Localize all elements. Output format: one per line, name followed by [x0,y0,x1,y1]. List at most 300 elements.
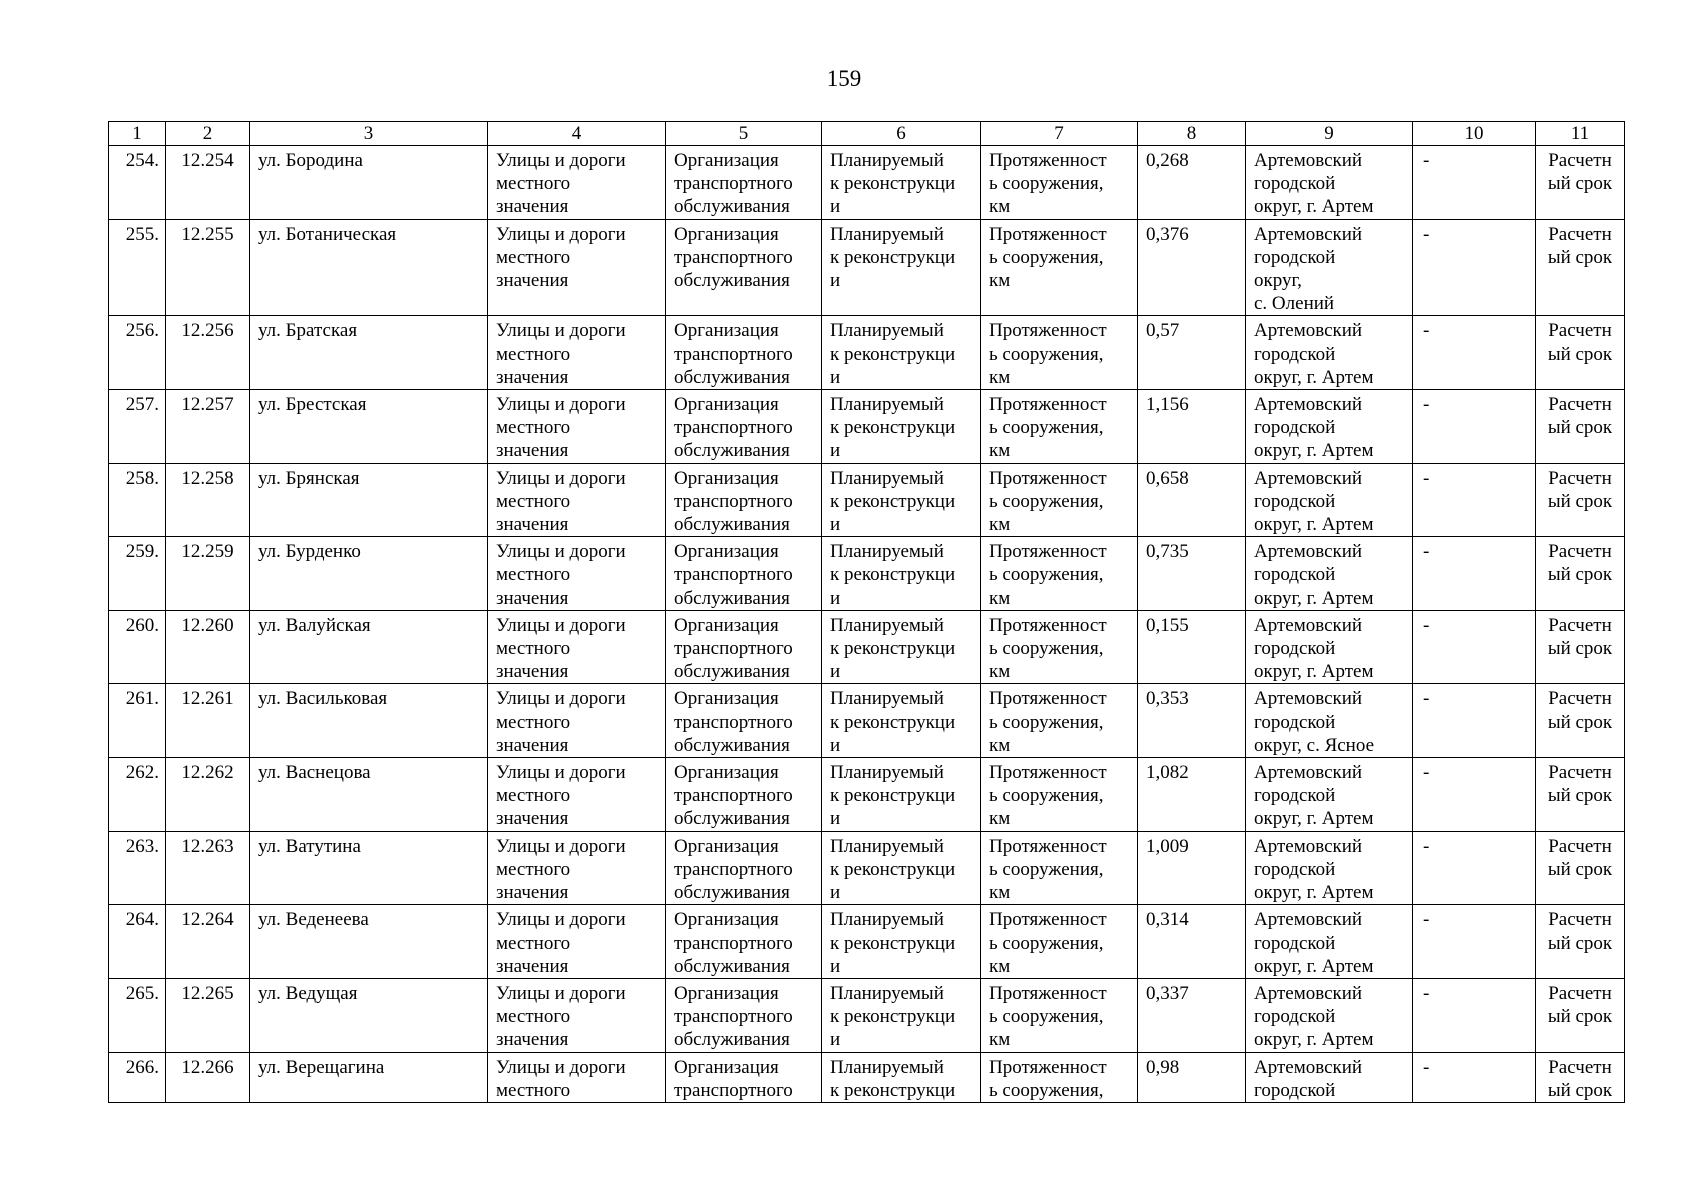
term-cell-line: ый срок [1547,246,1613,268]
term-cell-line: Расчетн [1548,223,1612,245]
purpose-cell [666,146,822,220]
location-cell-line: городской [1254,173,1336,195]
characteristic-cell-line: км [989,1029,1011,1051]
purpose-cell-line: транспортного [674,490,793,512]
purpose-cell [666,978,822,1052]
header-cell-4: 4 [488,122,666,146]
object-type-cell-line: значения [496,1029,569,1051]
term-cell-line: ый срок [1547,564,1613,586]
object-type-cell-line: местного [496,490,571,512]
header-cell-10: 10 [1413,122,1536,146]
purpose-cell-line: обслуживания [674,366,790,388]
length-value-cell: 1,009 [1138,831,1246,905]
status-cell-line: к реконструкци [830,1006,956,1028]
purpose-cell-line: Организация [674,467,779,489]
location-cell [1246,684,1413,758]
object-code-cell: 12.260 [166,610,250,684]
location-cell-line: Артемовский [1254,150,1363,171]
term-cell [1536,537,1625,611]
location-cell-line: Артемовский [1254,835,1363,857]
purpose-cell-line: обслуживания [674,661,790,683]
term-cell-line: ый срок [1547,1006,1613,1028]
characteristic-cell [981,1052,1138,1102]
status-cell-line: Планируемый [830,320,944,342]
table-row [109,684,1625,758]
object-name-cell: ул. Валуйская [250,610,488,684]
row-number-cell: 254. [109,146,166,220]
location-cell-line: городской [1254,246,1336,268]
purpose-cell-line: транспортного [674,932,793,954]
characteristic-cell-line: Протяженност [989,835,1107,857]
characteristic-cell-line: км [989,270,1011,292]
purpose-cell-line: Организация [674,982,779,1004]
status-cell-line: к реконструкци [830,932,956,954]
purpose-cell-line: транспортного [674,858,793,880]
object-code-cell: 12.259 [166,537,250,611]
object-type-cell-line: Улицы и дороги [496,909,626,931]
characteristic-cell-line: км [989,440,1011,462]
object-type-cell [488,905,666,979]
object-type-cell-line: Улицы и дороги [496,394,626,416]
purpose-cell [666,537,822,611]
object-type-cell-line: Улицы и дороги [496,541,626,563]
characteristic-cell [981,463,1138,537]
row-number-cell: 262. [109,758,166,832]
term-cell [1536,219,1625,316]
characteristic-cell-line: км [989,734,1011,756]
purpose-cell-line: транспортного [674,1006,793,1028]
characteristic-cell-line: км [989,955,1011,977]
zone-cell: - [1413,463,1536,537]
row-number-cell: 257. [109,390,166,464]
term-cell-line: Расчетн [1548,688,1612,710]
length-value-cell: 0,268 [1138,146,1246,220]
object-code-cell: 12.256 [166,316,250,390]
term-cell-line: ый срок [1547,173,1613,195]
location-cell [1246,390,1413,464]
object-type-cell-line: местного [496,343,571,365]
location-cell-line: городской [1254,711,1336,733]
status-cell [822,978,981,1052]
characteristic-cell-line: Протяженност [989,1056,1107,1078]
purpose-cell-line: Организация [674,688,779,710]
object-code-cell: 12.254 [166,146,250,220]
object-type-cell-line: значения [496,196,569,218]
location-cell-line: округ, г. Артем [1254,955,1374,977]
characteristic-cell-line: Протяженност [989,614,1107,636]
object-code-cell: 12.257 [166,390,250,464]
purpose-cell [666,905,822,979]
length-value-cell: 1,156 [1138,390,1246,464]
characteristic-cell [981,831,1138,905]
purpose-cell [666,1052,822,1102]
object-type-cell-line: местного [496,638,571,660]
status-cell-line: Планируемый [830,150,944,171]
location-cell [1246,610,1413,684]
term-cell-line: ый срок [1547,417,1613,439]
object-type-cell [488,390,666,464]
location-cell-line: городской [1254,1079,1336,1101]
purpose-cell-line: Организация [674,394,779,416]
object-type-cell [488,219,666,316]
object-type-cell-line: Улицы и дороги [496,467,626,489]
purpose-cell [666,463,822,537]
object-type-cell-line: местного [496,932,571,954]
purpose-cell-line: Организация [674,223,779,245]
characteristic-cell [981,316,1138,390]
header-cell-5: 5 [666,122,822,146]
location-cell-line: Артемовский [1254,223,1363,245]
object-name-cell: ул. Ватутина [250,831,488,905]
header-cell-3: 3 [250,122,488,146]
characteristic-cell-line: ь сооружения, [989,1079,1104,1101]
term-cell-line: Расчетн [1548,320,1612,342]
location-cell [1246,831,1413,905]
location-cell-line: с. Олений [1254,293,1335,315]
characteristic-cell [981,978,1138,1052]
table-row [109,219,1625,316]
status-cell-line: и [830,882,841,904]
zone-cell: - [1413,684,1536,758]
characteristic-cell-line: км [989,366,1011,388]
header-cell-6: 6 [822,122,981,146]
characteristic-cell-line: Протяженност [989,688,1107,710]
location-cell [1246,758,1413,832]
zone-cell: - [1413,537,1536,611]
location-cell [1246,219,1413,316]
purpose-cell-line: Организация [674,320,779,342]
term-cell [1536,1052,1625,1102]
status-cell [822,684,981,758]
object-type-cell-line: местного [496,1006,571,1028]
row-number-cell: 263. [109,831,166,905]
purpose-cell-line: Организация [674,614,779,636]
header-cell-8: 8 [1138,122,1246,146]
purpose-cell-line: обслуживания [674,440,790,462]
characteristic-cell-line: км [989,514,1011,536]
status-cell-line: Планируемый [830,223,944,245]
characteristic-cell [981,390,1138,464]
object-type-cell-line: Улицы и дороги [496,835,626,857]
location-cell-line: городской [1254,638,1336,660]
header-cell-2: 2 [166,122,250,146]
purpose-cell [666,831,822,905]
characteristic-cell-line: Протяженност [989,762,1107,784]
header-cell-11: 11 [1536,122,1625,146]
table-row [109,463,1625,537]
location-cell [1246,463,1413,537]
object-type-cell-line: значения [496,270,569,292]
object-type-cell-line: местного [496,417,571,439]
purpose-cell-line: обслуживания [674,734,790,756]
location-cell-line: округ, г. Артем [1254,587,1374,609]
status-cell-line: Планируемый [830,467,944,489]
status-cell-line: к реконструкци [830,858,956,880]
location-cell-line: Артемовский [1254,982,1363,1004]
characteristic-cell-line: ь сооружения, [989,785,1104,807]
zone-cell: - [1413,1052,1536,1102]
zone-cell: - [1413,831,1536,905]
status-cell-line: и [830,366,841,388]
location-cell [1246,537,1413,611]
term-cell-line: Расчетн [1548,614,1612,636]
characteristic-cell-line: ь сооружения, [989,173,1104,195]
status-cell-line: к реконструкци [830,1079,956,1101]
zone-cell: - [1413,610,1536,684]
status-cell [822,537,981,611]
characteristic-cell-line: км [989,587,1011,609]
location-cell-line: Артемовский [1254,762,1363,784]
term-cell-line: ый срок [1547,785,1613,807]
purpose-cell-line: транспортного [674,1079,793,1101]
table-row [109,146,1625,220]
purpose-cell-line: обслуживания [674,955,790,977]
location-cell-line: округ, г. Артем [1254,440,1374,462]
object-type-cell-line: значения [496,587,569,609]
term-cell-line: ый срок [1547,858,1613,880]
location-cell-line: округ, г. Артем [1254,661,1374,683]
object-type-cell-line: местного [496,246,571,268]
status-cell-line: к реконструкци [830,173,956,195]
status-cell [822,905,981,979]
purpose-cell-line: Организация [674,909,779,931]
location-cell-line: городской [1254,1006,1336,1028]
status-cell [822,390,981,464]
characteristic-cell [981,758,1138,832]
status-cell [822,219,981,316]
object-code-cell: 12.264 [166,905,250,979]
purpose-cell-line: обслуживания [674,587,790,609]
object-type-cell [488,610,666,684]
length-value-cell: 0,658 [1138,463,1246,537]
status-cell-line: и [830,661,841,683]
zone-cell: - [1413,978,1536,1052]
status-cell-line: Планируемый [830,909,944,931]
location-cell-line: Артемовский [1254,541,1363,563]
object-name-cell: ул. Васильковая [250,684,488,758]
object-type-cell [488,463,666,537]
location-cell-line: Артемовский [1254,909,1363,931]
term-cell [1536,905,1625,979]
status-cell-line: и [830,955,841,977]
location-cell-line: городской [1254,490,1336,512]
characteristic-cell-line: Протяженност [989,982,1107,1004]
status-cell [822,463,981,537]
header-cell-9: 9 [1246,122,1413,146]
object-name-cell: ул. Брянская [250,463,488,537]
table-row [109,316,1625,390]
object-name-cell: ул. Бородина [250,146,488,220]
characteristic-cell [981,684,1138,758]
purpose-cell-line: транспортного [674,785,793,807]
object-type-cell-line: значения [496,514,569,536]
term-cell-line: Расчетн [1548,467,1612,489]
object-type-cell [488,537,666,611]
characteristic-cell-line: ь сооружения, [989,1006,1104,1028]
object-type-cell-line: Улицы и дороги [496,982,626,1004]
object-type-cell-line: значения [496,955,569,977]
object-type-cell-line: значения [496,882,569,904]
purpose-cell-line: транспортного [674,173,793,195]
location-cell-line: Артемовский [1254,320,1363,342]
location-cell-line: округ, г. Артем [1254,366,1374,388]
status-cell-line: и [830,514,841,536]
status-cell-line: к реконструкци [830,785,956,807]
status-cell-line: к реконструкци [830,490,956,512]
location-cell-line: Артемовский [1254,614,1363,636]
characteristic-cell-line: Протяженност [989,320,1107,342]
object-type-cell-line: местного [496,564,571,586]
object-type-cell [488,831,666,905]
status-cell-line: и [830,1029,841,1051]
status-cell [822,758,981,832]
term-cell [1536,463,1625,537]
object-code-cell: 12.265 [166,978,250,1052]
location-cell-line: Артемовский [1254,1056,1363,1078]
status-cell-line: Планируемый [830,541,944,563]
term-cell-line: Расчетн [1548,150,1612,171]
purpose-cell [666,316,822,390]
characteristic-cell-line: ь сооружения, [989,564,1104,586]
location-cell [1246,905,1413,979]
row-number-cell: 255. [109,219,166,316]
status-cell-line: к реконструкци [830,343,956,365]
object-type-cell-line: местного [496,785,571,807]
location-cell-line: городской [1254,858,1336,880]
length-value-cell: 0,376 [1138,219,1246,316]
purpose-cell-line: обслуживания [674,196,790,218]
term-cell [1536,978,1625,1052]
zone-cell: - [1413,146,1536,220]
object-code-cell: 12.266 [166,1052,250,1102]
status-cell-line: и [830,196,841,218]
purpose-cell-line: обслуживания [674,808,790,830]
object-type-cell-line: Улицы и дороги [496,320,626,342]
location-cell-line: Артемовский [1254,467,1363,489]
status-cell [822,1052,981,1102]
object-name-cell: ул. Ведущая [250,978,488,1052]
characteristic-cell [981,146,1138,220]
location-cell-line: округ, с. Ясное [1254,734,1375,756]
row-number-cell: 260. [109,610,166,684]
zone-cell: - [1413,390,1536,464]
characteristic-cell-line: ь сооружения, [989,638,1104,660]
status-cell-line: к реконструкци [830,638,956,660]
location-cell-line: округ, [1254,270,1302,292]
zone-cell: - [1413,316,1536,390]
term-cell-line: ый срок [1547,932,1613,954]
purpose-cell-line: обслуживания [674,514,790,536]
object-name-cell: ул. Братская [250,316,488,390]
status-cell [822,610,981,684]
location-cell-line: округ, г. Артем [1254,514,1374,536]
characteristic-cell-line: Протяженност [989,223,1107,245]
object-type-cell [488,684,666,758]
characteristic-cell-line: км [989,882,1011,904]
term-cell [1536,146,1625,220]
location-cell-line: Артемовский [1254,394,1363,416]
header-row [109,122,1625,146]
purpose-cell-line: Организация [674,762,779,784]
object-name-cell: ул. Бурденко [250,537,488,611]
row-number-cell: 264. [109,905,166,979]
status-cell-line: Планируемый [830,688,944,710]
length-value-cell: 0,314 [1138,905,1246,979]
status-cell-line: Планируемый [830,614,944,636]
location-cell-line: городской [1254,932,1336,954]
object-type-cell-line: Улицы и дороги [496,223,626,245]
location-cell-line: округ, г. Артем [1254,882,1374,904]
characteristic-cell-line: Протяженност [989,909,1107,931]
object-type-cell-line: значения [496,661,569,683]
status-cell-line: и [830,734,841,756]
row-number-cell: 259. [109,537,166,611]
status-cell-line: к реконструкци [830,564,956,586]
object-code-cell: 12.261 [166,684,250,758]
status-cell-line: Планируемый [830,1056,944,1078]
characteristic-cell-line: ь сооружения, [989,858,1104,880]
object-type-cell [488,146,666,220]
status-cell [822,146,981,220]
table-row [109,758,1625,832]
location-cell-line: городской [1254,417,1336,439]
term-cell [1536,684,1625,758]
page-number: 159 [826,66,862,91]
term-cell [1536,831,1625,905]
purpose-cell-line: транспортного [674,343,793,365]
characteristic-cell-line: Протяженност [989,150,1107,171]
status-cell [822,831,981,905]
table-row [109,905,1625,979]
location-cell-line: округ, г. Артем [1254,1029,1374,1051]
object-type-cell [488,758,666,832]
object-type-cell-line: значения [496,440,569,462]
header-cell-7: 7 [981,122,1138,146]
length-value-cell: 0,57 [1138,316,1246,390]
table-row [109,978,1625,1052]
object-type-cell-line: значения [496,808,569,830]
object-type-cell-line: значения [496,734,569,756]
status-cell-line: Планируемый [830,835,944,857]
purpose-cell-line: транспортного [674,711,793,733]
row-number-cell: 256. [109,316,166,390]
purpose-cell-line: Организация [674,150,779,171]
location-cell-line: округ, г. Артем [1254,196,1374,218]
location-cell-line: округ, г. Артем [1254,808,1374,830]
object-name-cell: ул. Ботаническая [250,219,488,316]
object-type-cell-line: местного [496,711,571,733]
term-cell-line: ый срок [1547,490,1613,512]
location-cell [1246,978,1413,1052]
term-cell-line: Расчетн [1548,394,1612,416]
term-cell-line: Расчетн [1548,982,1612,1004]
term-cell-line: Расчетн [1548,909,1612,931]
location-cell [1246,1052,1413,1102]
table-row [109,831,1625,905]
status-cell-line: Планируемый [830,982,944,1004]
object-type-cell [488,978,666,1052]
row-number-cell: 261. [109,684,166,758]
row-number-cell: 265. [109,978,166,1052]
object-type-cell-line: Улицы и дороги [496,614,626,636]
purpose-cell [666,758,822,832]
object-code-cell: 12.263 [166,831,250,905]
purpose-cell-line: транспортного [674,638,793,660]
object-type-cell-line: Улицы и дороги [496,1056,626,1078]
purpose-cell [666,610,822,684]
characteristic-cell-line: км [989,196,1011,218]
term-cell-line: Расчетн [1548,762,1612,784]
